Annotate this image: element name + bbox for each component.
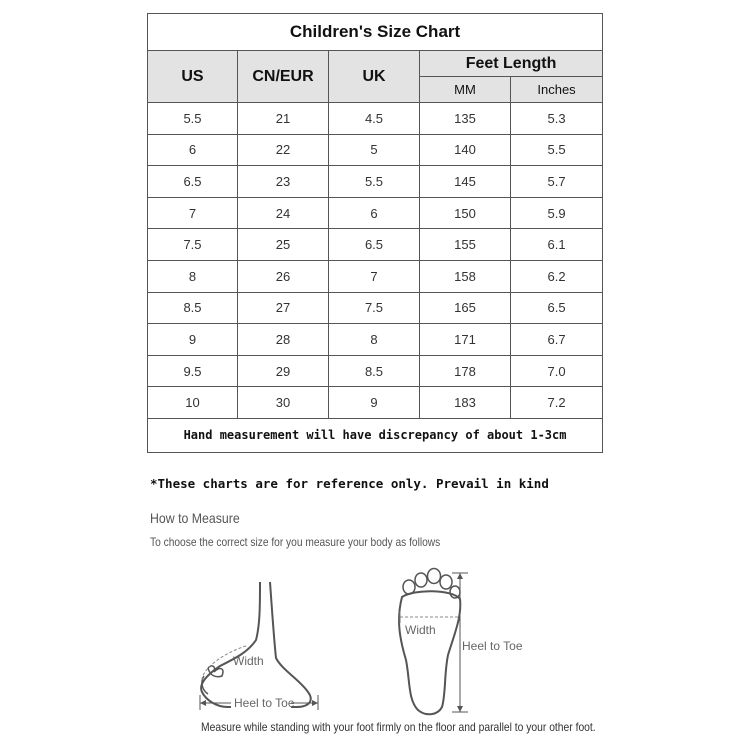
- sole-width-label: Width: [405, 623, 436, 637]
- header-feet-length: Feet Length: [420, 51, 603, 77]
- cell-mm: 171: [420, 324, 511, 356]
- cell-inches: 6.7: [511, 324, 603, 356]
- cell-us: 6: [148, 134, 238, 166]
- cell-cn-eur: 22: [238, 134, 329, 166]
- cell-inches: 6.1: [511, 229, 603, 261]
- header-uk: UK: [329, 51, 420, 103]
- cell-mm: 165: [420, 292, 511, 324]
- side-foot-outline: [201, 582, 311, 707]
- cell-cn-eur: 27: [238, 292, 329, 324]
- table-row: [148, 387, 603, 419]
- cell-uk: 5.5: [329, 166, 420, 198]
- table-row: [148, 166, 603, 198]
- cell-cn-eur: 23: [238, 166, 329, 198]
- cell-cn-eur: 25: [238, 229, 329, 261]
- cell-mm: 183: [420, 387, 511, 419]
- cell-mm: 145: [420, 166, 511, 198]
- cell-inches: 6.2: [511, 260, 603, 292]
- cell-us: 8: [148, 260, 238, 292]
- cell-mm: 135: [420, 103, 511, 135]
- cell-uk: 7.5: [329, 292, 420, 324]
- how-to-measure-subtitle: To choose the correct size for you measure your body as follows: [150, 535, 441, 549]
- cell-cn-eur: 24: [238, 197, 329, 229]
- side-heel-to-toe-label: Heel to Toe: [234, 696, 295, 710]
- table-row: [148, 103, 603, 135]
- side-foot-illustration: [190, 570, 340, 715]
- discrepancy-note: Hand measurement will have discrepancy of about 1-3cm: [148, 418, 603, 452]
- cell-us: 7.5: [148, 229, 238, 261]
- cell-uk: 6: [329, 197, 420, 229]
- table-body: [148, 103, 603, 419]
- cell-uk: 5: [329, 134, 420, 166]
- cell-inches: 5.3: [511, 103, 603, 135]
- cell-cn-eur: 21: [238, 103, 329, 135]
- header-cn-eur: CN/EUR: [238, 51, 329, 103]
- cell-inches: 5.9: [511, 197, 603, 229]
- cell-inches: 7.0: [511, 355, 603, 387]
- cell-us: 8.5: [148, 292, 238, 324]
- side-width-label: Width: [233, 654, 264, 668]
- cell-inches: 5.7: [511, 166, 603, 198]
- table-row: [148, 355, 603, 387]
- cell-us: 5.5: [148, 103, 238, 135]
- cell-us: 9.5: [148, 355, 238, 387]
- cell-uk: 7: [329, 260, 420, 292]
- cell-mm: 158: [420, 260, 511, 292]
- table-row: [148, 292, 603, 324]
- cell-uk: 8.5: [329, 355, 420, 387]
- sole-heel-to-toe-label: Heel to Toe: [462, 639, 523, 653]
- table-row: [148, 260, 603, 292]
- cell-us: 7: [148, 197, 238, 229]
- cell-cn-eur: 30: [238, 387, 329, 419]
- sole-foot-illustration: [380, 565, 530, 720]
- cell-uk: 4.5: [329, 103, 420, 135]
- size-chart-table: [147, 13, 603, 453]
- cell-mm: 155: [420, 229, 511, 261]
- cell-mm: 140: [420, 134, 511, 166]
- table-row: [148, 324, 603, 356]
- header-mm: MM: [420, 77, 511, 103]
- cell-uk: 8: [329, 324, 420, 356]
- table-row: [148, 197, 603, 229]
- cell-uk: 6.5: [329, 229, 420, 261]
- table-title: Children's Size Chart: [148, 14, 603, 51]
- cell-inches: 5.5: [511, 134, 603, 166]
- cell-cn-eur: 26: [238, 260, 329, 292]
- table-row: [148, 134, 603, 166]
- cell-mm: 150: [420, 197, 511, 229]
- cell-mm: 178: [420, 355, 511, 387]
- cell-inches: 7.2: [511, 387, 603, 419]
- cell-inches: 6.5: [511, 292, 603, 324]
- cell-us: 6.5: [148, 166, 238, 198]
- how-to-measure-title: How to Measure: [150, 510, 240, 526]
- measure-instruction: Measure while standing with your foot firmly on the floor and parallel to your other foot.: [201, 720, 596, 734]
- cell-cn-eur: 29: [238, 355, 329, 387]
- header-us: US: [148, 51, 238, 103]
- cell-us: 10: [148, 387, 238, 419]
- cell-us: 9: [148, 324, 238, 356]
- cell-uk: 9: [329, 387, 420, 419]
- cell-cn-eur: 28: [238, 324, 329, 356]
- sole-foot-outline: [399, 591, 460, 714]
- table-row: [148, 229, 603, 261]
- header-inches: Inches: [511, 77, 603, 103]
- reference-note: *These charts are for reference only. Prevail in kind: [150, 476, 549, 491]
